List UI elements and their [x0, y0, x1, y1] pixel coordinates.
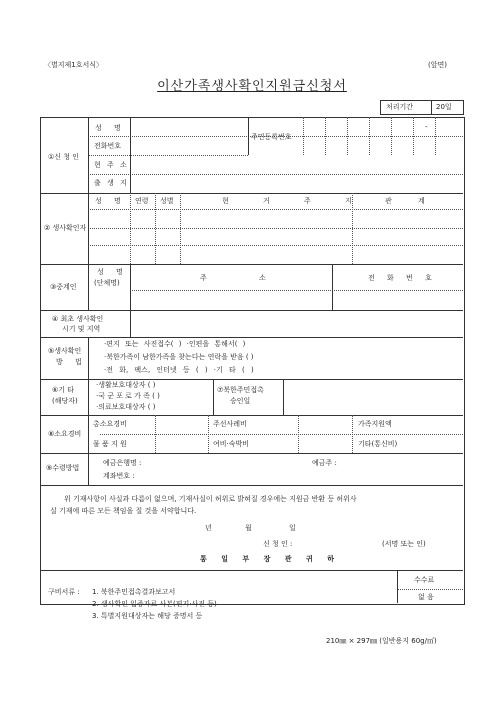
confirmed-row[interactable]	[89, 210, 462, 227]
applicant-phone-field[interactable]	[131, 137, 247, 154]
applicant-name-label: 성 명	[95, 124, 126, 132]
method-label: ⑤생사확인	[48, 347, 82, 355]
other-option-pow-family[interactable]: ·국 군 포 로 가 족 ( )	[96, 392, 160, 400]
receive-bank-label: 예금은행명 :	[103, 459, 142, 467]
attachment-item-2: 2. 생사확인 입증자료 사본(편지·사진 등)	[92, 600, 217, 608]
confirmed-row[interactable]	[89, 229, 462, 244]
receive-holder-label: 예금주 :	[312, 459, 337, 467]
other-option-welfare[interactable]: ·생활보호대상자 ( )	[96, 381, 156, 389]
applicant-label: ①신 청 인	[48, 153, 80, 161]
cost-label: ⑧소요경비	[48, 430, 82, 438]
applicant-rrn-dash: -	[425, 123, 428, 131]
applicant-rrn-field[interactable]	[304, 118, 462, 154]
signature-field[interactable]	[305, 537, 375, 549]
applicant-rrn-label: 주민등록번호	[251, 133, 292, 141]
confirmed-col-age: 연령	[135, 197, 149, 205]
applicant-birthplace-field[interactable]	[131, 175, 462, 192]
receive-account-label: 계좌번호 :	[103, 472, 135, 480]
applicant-address-field[interactable]	[131, 156, 462, 173]
confirmed-person-label: ② 생사확인자	[44, 224, 87, 232]
processing-period-label: 처리기간	[386, 103, 414, 111]
receive-account-field[interactable]	[160, 470, 300, 482]
paper-size-note: 210㎜ × 297㎜ (일반용지 60g/㎡)	[326, 637, 437, 645]
signature-note: (서명 또는 인)	[382, 540, 426, 548]
broker-address-field[interactable]	[131, 291, 331, 309]
confirmed-row[interactable]	[89, 246, 462, 263]
first-confirm-label: ④ 최초 생사확인	[52, 315, 104, 323]
signature-applicant-label: 신 청 인 :	[263, 540, 293, 548]
processing-period-box	[380, 100, 464, 115]
date-day-label: 일	[289, 524, 296, 532]
other-option-medical[interactable]: ·의료보호대상자 ( )	[96, 403, 156, 411]
other-label: ⑥기 타	[52, 386, 75, 394]
broker-name-label: 성 명	[97, 268, 128, 276]
applicant-name-field[interactable]	[131, 118, 247, 135]
first-confirm-field[interactable]	[131, 311, 462, 336]
cost-travel-label: 여비·숙박비	[213, 440, 250, 448]
other-sublabel: (해당자)	[52, 397, 78, 405]
attachments-label: 구비서류 :	[48, 588, 80, 596]
addressee: 통 일 부 장 관 귀 하	[200, 555, 337, 563]
cost-etc-label: 기타(통신비)	[358, 440, 398, 448]
broker-org-label: (단체명)	[94, 279, 120, 287]
cost-family-gift-label: 가족지원액	[358, 420, 392, 428]
fee-label: 수수료	[414, 576, 435, 584]
attachment-item-3: 3. 특별지원대상자는 해당 증명서 등	[92, 612, 203, 620]
nk-contact-label: ⑦북한주민접촉	[217, 386, 264, 394]
page-title: 이산가족생사확인지원금신청서	[157, 79, 347, 94]
broker-address-label: 주 소	[200, 274, 271, 282]
date-month-label: 월	[245, 524, 252, 532]
confirmed-col-residence: 현 거 주 지	[222, 197, 357, 205]
method-sublabel: 방 법	[56, 358, 87, 366]
first-confirm-sublabel: 시기 및 지역	[62, 325, 101, 333]
receive-label: ⑨수령방법	[46, 464, 80, 472]
method-option-line3[interactable]: ·전 화, 팩스, 인터넷 등 ( ) ·기 타 ( )	[104, 366, 254, 374]
page-side: (앞면)	[428, 61, 447, 69]
nk-contact-sublabel: 승인일	[230, 397, 251, 405]
date-year-label: 년	[205, 524, 212, 532]
fee-value: 없 음	[418, 593, 434, 601]
cost-goods-label: 물 품 지 원	[93, 440, 127, 448]
method-option-line2[interactable]: ·북한가족이 남한가족을 찾는다는 연락을 받음 ( )	[104, 353, 254, 361]
applicant-phone-label: 전화번호	[94, 142, 122, 150]
receive-bank-field[interactable]	[160, 456, 300, 468]
cost-broker-fee-label: 주선사례비	[213, 420, 247, 428]
processing-period-value: 20일	[436, 103, 452, 111]
applicant-address-label: 현 주 소	[94, 161, 129, 169]
applicant-birthplace-label: 출 생 지	[94, 179, 129, 187]
form-number: 〈별지제1호서식〉	[44, 61, 104, 69]
confirmed-col-relation: 관 계	[385, 197, 430, 205]
attachment-item-1: 1. 북한주민접촉결과보고서	[92, 588, 176, 596]
confirmed-col-name: 성 명	[95, 197, 126, 205]
confirmed-col-sex: 성별	[160, 197, 174, 205]
cost-total-label: 총소요경비	[93, 420, 127, 428]
pledge-text-line2: 실 기재에 따른 모든 책임을 질 것을 서약합니다.	[50, 507, 197, 515]
broker-label: ③중계인	[50, 283, 77, 291]
broker-phone-field[interactable]	[333, 291, 462, 309]
method-option-line1[interactable]: ·편지 또는 사진접수( ) ·인편을 통해서( )	[104, 340, 246, 348]
broker-phone-label: 전 화 번 호	[368, 274, 437, 282]
nk-contact-date-field[interactable]	[284, 380, 462, 414]
pledge-text-line1: 위 기재사항이 사실과 다름이 없으며, 기재사실이 허위로 밝혀질 경우에는 지원금 반환 등 허위사	[64, 495, 357, 503]
